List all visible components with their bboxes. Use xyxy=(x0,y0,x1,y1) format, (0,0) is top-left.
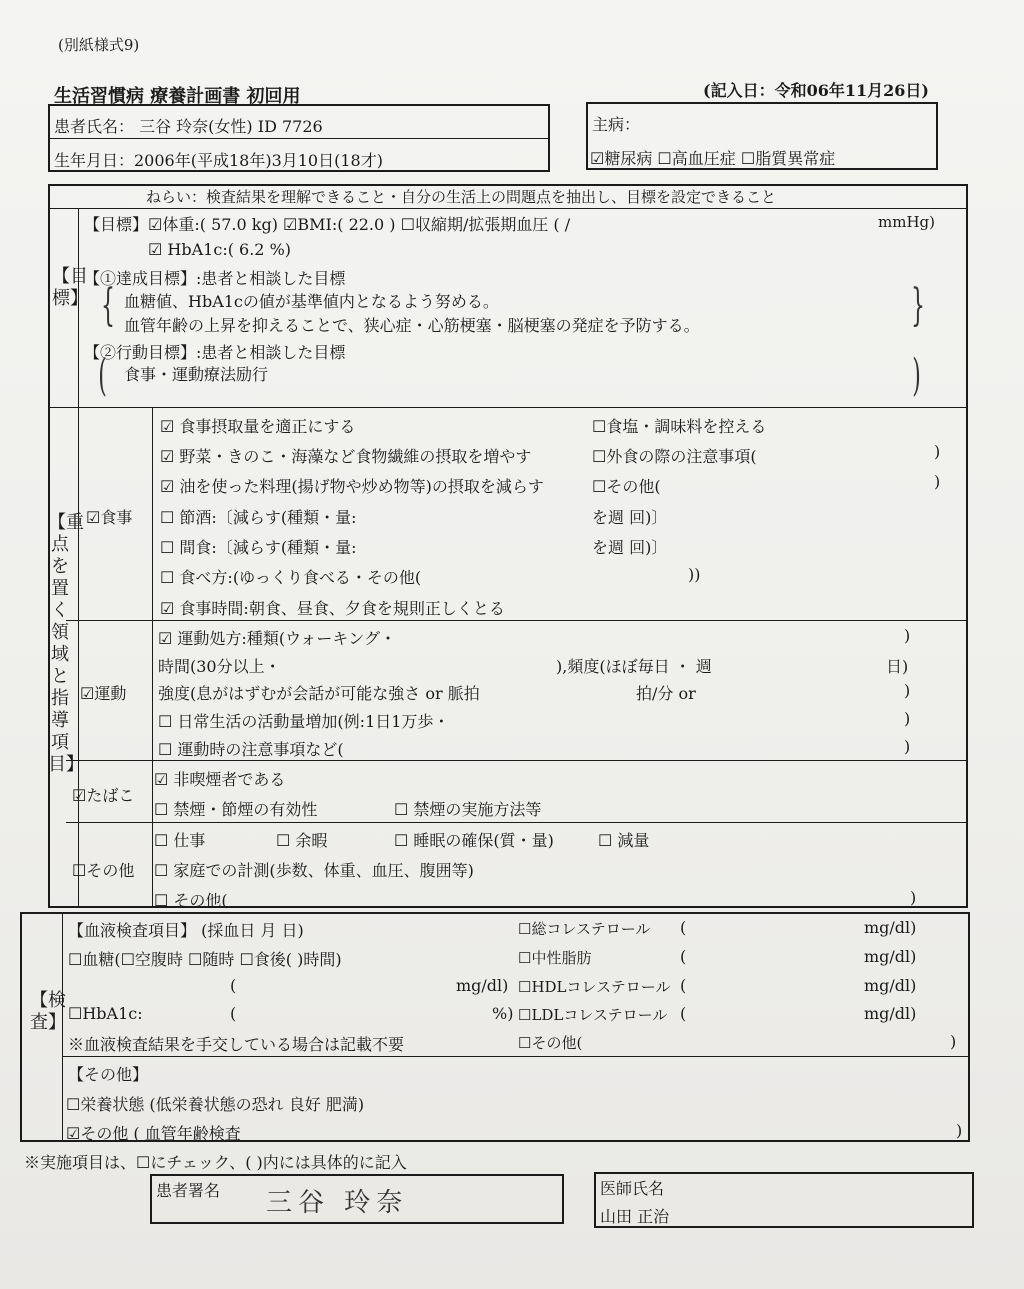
exercise-pulse: 拍/分 or xyxy=(636,684,696,703)
bracket-left: ( xyxy=(98,350,107,401)
diet-item-6: ☐ 食べ方:(ゆっくり食べる・その他( xyxy=(160,568,422,587)
triglyceride: ☐中性脂肪 xyxy=(518,949,592,967)
divider xyxy=(66,822,968,823)
exercise-close-paren: ) xyxy=(904,681,911,700)
diet-category: ☑食事 xyxy=(86,508,133,527)
exercise-item-1: ☑ 運動処方:種類(ウォーキング・ xyxy=(158,629,396,648)
blood-test-note: ※血液検査結果を手交している場合は記載不要 xyxy=(68,1035,405,1054)
divider xyxy=(66,620,968,621)
achieve-goal-1: 血糖値、HbA1cの値が基準値内となるよう努める。 xyxy=(124,292,499,311)
exercise-category: ☑運動 xyxy=(80,684,127,703)
form-code: (別紙様式9) xyxy=(58,36,140,54)
other-item-leisure: ☐ 余暇 xyxy=(276,831,328,850)
divider xyxy=(152,407,153,908)
diet-item-1: ☑ 食事摂取量を適正にする xyxy=(160,417,356,436)
diet-item-4: ☐ 節酒:〔減らす(種類・量: xyxy=(160,508,357,527)
nutrition-status: ☐栄養状態 (低栄養状態の恐れ 良好 肥満) xyxy=(66,1095,365,1114)
tobacco-category: ☑たばこ xyxy=(72,786,135,805)
other-item-misc: ☐ その他( xyxy=(154,891,228,910)
diet-item-3: ☑ 油を使った料理(揚げ物や炒め物等)の摂取を減らす xyxy=(160,477,544,496)
unit-mgdl: mg/dl) xyxy=(864,976,917,995)
exercise-frequency: ),頻度(ほぼ毎日 ・ 週 xyxy=(556,657,712,676)
other-item-sleep: ☐ 睡眠の確保(質・量) xyxy=(394,831,554,850)
diet-item-5: ☐ 間食:〔減らす(種類・量: xyxy=(160,538,357,557)
patient-signature-label: 患者署名 xyxy=(156,1181,221,1200)
other-close-paren: ) xyxy=(910,888,917,907)
patient-signature: 三谷 玲奈 xyxy=(266,1188,409,1218)
diet-close-paren: ) xyxy=(934,472,941,491)
ldl-cholesterol: ☐LDLコレステロール xyxy=(518,1006,668,1024)
main-disease-label: 主病： xyxy=(592,115,641,134)
hdl-cholesterol: ☐HDLコレステロール xyxy=(518,978,671,996)
bracket-left: { xyxy=(101,280,115,331)
diet-right-1: ☐食塩・調味料を控える xyxy=(592,417,767,436)
exercise-close-paren: ) xyxy=(904,709,911,728)
unit-mgdl: mg/dl) xyxy=(864,918,917,937)
blood-test-heading: 【血液検査項目】 (採血日 月 日) xyxy=(68,921,304,940)
glucose-open-paren: ( xyxy=(230,976,237,995)
other-item-home-measure: ☐ 家庭での計測(歩数、体重、血圧、腹囲等) xyxy=(154,861,474,880)
achieve-goal-2: 血管年齢の上昇を抑えることで、狭心症・心筋梗塞・脳梗塞の発症を予防する。 xyxy=(124,316,700,335)
patient-name-field: 患者氏名： 三谷 玲奈(女性) ID 7726 xyxy=(54,117,323,136)
doctor-name: 山田 正治 xyxy=(600,1207,670,1226)
divider xyxy=(66,760,968,761)
diet-right-6: )) xyxy=(688,565,701,584)
bracket-right: } xyxy=(911,280,925,331)
glucose-unit: mg/dl) xyxy=(456,976,509,995)
goals-side-label: 【目標】 xyxy=(52,266,88,309)
hba1c-open-paren: ( xyxy=(230,1004,237,1023)
achieve-goal-heading: 【①達成目標】:患者と相談した目標 xyxy=(84,269,346,288)
diet-right-5: を週 回)〕 xyxy=(592,538,668,557)
diet-right-3: ☐その他( xyxy=(592,477,661,496)
exercise-item-3: 強度(息がはずむが会話が可能な強さ or 脈拍 xyxy=(158,684,480,703)
other-item-work: ☐ 仕事 xyxy=(154,831,206,850)
exercise-item-2: 時間(30分以上・ xyxy=(158,657,281,676)
divider xyxy=(62,1056,970,1057)
other-exam-heading: 【その他】 xyxy=(68,1065,149,1084)
doctor-label: 医師氏名 xyxy=(600,1179,665,1198)
exam-other: ☐その他( xyxy=(518,1034,583,1052)
diet-close-paren: ) xyxy=(934,442,941,461)
close-paren: ) xyxy=(950,1032,957,1051)
birth-date-field: 生年月日：2006年(平成18年)3月10日(18才) xyxy=(54,151,383,170)
close-paren: ) xyxy=(956,1121,963,1140)
divider xyxy=(48,407,968,408)
tobacco-item-2: ☐ 禁煙・節煙の有効性 xyxy=(154,800,318,819)
hba1c-field: ☐HbA1c: xyxy=(68,1004,143,1023)
hba1c-unit: %) xyxy=(492,1004,514,1023)
aim-text: ねらい：検査結果を理解できること・自分の生活上の問題点を抽出し、目標を設定できること xyxy=(146,188,777,206)
exercise-item-4: ☐ 日常生活の活動量増加(例:1日1万歩・ xyxy=(158,712,450,731)
diet-item-7: ☑ 食事時間:朝食、昼食、夕食を規則正しくとる xyxy=(160,599,505,618)
goal-weight-bmi-line: 【目標】☑体重:( 57.0 kg) ☑BMI:( 22.0 ) ☐収縮期/拡張期血圧 ( / xyxy=(84,215,571,234)
exercise-days: 日) xyxy=(886,657,909,676)
action-goal-heading: 【②行動目標】:患者と相談した目標 xyxy=(84,343,346,362)
open-paren: ( xyxy=(680,976,687,995)
other-category: ☐その他 xyxy=(72,861,135,880)
divider xyxy=(48,208,968,209)
bracket-right: ) xyxy=(912,350,921,401)
exercise-item-5: ☐ 運動時の注意事項など( xyxy=(158,740,344,759)
exam-side-label: 【検査】 xyxy=(30,990,66,1033)
other-exam-item: ☑その他 ( 血管年齢検査 xyxy=(66,1124,241,1143)
open-paren: ( xyxy=(680,1004,687,1023)
tobacco-item-1: ☑ 非喫煙者である xyxy=(154,770,286,789)
footnote: ※実施項目は、☐にチェック、( )内には具体的に記入 xyxy=(24,1153,407,1172)
divider xyxy=(48,138,550,139)
tobacco-item-3: ☐ 禁煙の実施方法等 xyxy=(394,800,542,819)
goal-hba1c-line: ☑ HbA1c:( 6.2 %) xyxy=(148,240,292,259)
open-paren: ( xyxy=(680,918,687,937)
diet-right-2: ☐外食の際の注意事項( xyxy=(592,447,757,466)
unit-mgdl: mg/dl) xyxy=(864,1004,917,1023)
diet-right-4: を週 回)〕 xyxy=(592,508,668,527)
action-goal-1: 食事・運動療法励行 xyxy=(124,365,269,384)
total-cholesterol: ☐総コレステロール xyxy=(518,920,651,938)
document-title: 生活習慣病 療養計画書 初回用 xyxy=(54,86,301,107)
diet-item-2: ☑ 野菜・きのこ・海藻など食物繊維の摂取を増やす xyxy=(160,447,532,466)
unit-mgdl: mg/dl) xyxy=(864,947,917,966)
exercise-close-paren: ) xyxy=(904,626,911,645)
main-disease-options: ☑糖尿病 ☐高血圧症 ☐脂質異常症 xyxy=(590,149,836,168)
goal-bp-unit: mmHg) xyxy=(878,213,935,231)
focus-side-label: 【重点を置く領域と指導項目】 xyxy=(48,512,84,775)
exercise-close-paren: ) xyxy=(904,737,911,756)
open-paren: ( xyxy=(680,947,687,966)
blood-glucose-line: ☐血糖(☐空腹時 ☐随時 ☐食後( )時間) xyxy=(68,950,342,969)
entry-date: (記入日：令和06年11月26日) xyxy=(703,81,929,100)
other-item-weight-loss: ☐ 減量 xyxy=(598,831,650,850)
